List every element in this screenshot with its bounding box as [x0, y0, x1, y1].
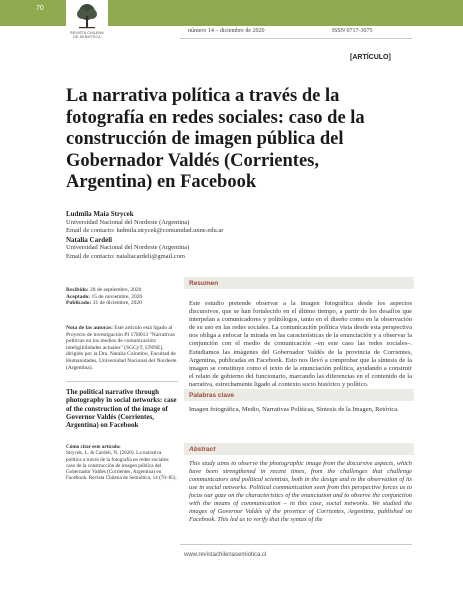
- date-accepted: Aceptado: 15 de noviembre, 2020: [66, 293, 143, 300]
- article-dates: [66, 287, 176, 307]
- author-block: [66, 210, 366, 261]
- page-number: 70: [36, 5, 44, 12]
- english-abstract-label: Abstract: [189, 446, 216, 453]
- issue-info: número 14 – diciembre de 2020: [188, 28, 265, 34]
- tree-logo-icon: [76, 3, 98, 29]
- date-published: Publicado: 31 de diciembre, 2020: [66, 300, 142, 306]
- author-name: Natalia Cardeli: [66, 235, 113, 244]
- section-tag: [ARTÍCULO]: [350, 54, 391, 61]
- author-email[interactable]: Email de contacto: nataliacardeli@gmail.com: [66, 252, 185, 260]
- authors-note: [66, 325, 178, 371]
- issn: ISSN 0717-3075: [332, 28, 373, 34]
- english-title: The political narrative through photography in social networks: case of the construction of the image of Governor Valdés (Corrientes, Argentina) on Facebook: [66, 388, 177, 430]
- citation-label: Cómo citar este artículo:: [66, 444, 121, 450]
- author-name: Ludmila Maia Strycek: [66, 210, 134, 218]
- header-divider: [180, 38, 412, 39]
- keywords-label: Palabras clave: [189, 392, 235, 399]
- footer-divider: [180, 544, 412, 545]
- authors-note-label: Nota de las autoras:: [66, 325, 113, 331]
- english-abstract-text: This study aims to observe the photographic image from the discursive aspects, which have been strengthened in recent times, from the challenges that challenge communicators and political scientists, both in the design and in the observation of its use in social networks. Political communication seen from this perspective forces us to focus our gaze on the characteristics of the enunciation and to observe the conjunction with the means of communication – in this case, social networks. We studied the images of Governor Valdés of the province of Corrientes, Argentina, published on Facebook. This led us to verify that the syntax of the: [189, 460, 412, 523]
- author-email[interactable]: Email de contacto: ludmila.strycek@comunidad.unne.edu.ar: [66, 227, 224, 234]
- citation: [66, 444, 178, 482]
- date-received: Recibido: 28 de septiembre, 2020: [66, 287, 142, 293]
- authors-note-text: Este artículo está ligado al Proyecto de investigación PI 17H013 "Narrativas políticas en los medios de comunicación: inteligibilidades actuales" (SGCyT, UNNE), dirigido por la Dra. Natalia Colombo, Facultad de Humanidades, Universidad Nacional del Nordeste (Argentina).: [66, 325, 177, 371]
- keywords-text: Imagen fotográfica, Medio, Narrativas Políticas, Síntesis de la Imagen, Retórica.: [189, 406, 399, 413]
- citation-text: Strycek, L. & Cardeli, N. (2020). La narrativa política a través de la fotografía en redes sociales: caso de la construcción de imagen pública del Gobernador Valdés (Corrientes, Argentina) en Facebook. Revista Chilena de Semiótica, 14 (70–85).: [66, 450, 177, 482]
- logo-text: REVISTA CHILENA DE SEMIÓTICA: [70, 31, 104, 39]
- abstract-text: Este estudio pretende observar a la imagen fotográfica desde los aspectos discursivos, que se han fortalecido en el último tiempo, a partir de los desafíos que interpelan a comunicadores y politólogos, tanto en el diseño como en la observación de su uso en las redes sociales. La comunicación política vista desde esta perspectiva nos obliga a enfocar la mirada en las características de la enunciación y a observar la conjunción con el medio de comunicación –en este caso las redes sociales–. Estudiamos las imágenes del Gobernador Valdés de la provincia de Corrientes, Argentina, publicadas en Facebook. Esto nos llevó a comprobar que la síntesis de la imagen se constituye como el texto de la enunciación política, ayudando a construir el relato de gobierno del funcionario, marcando las diferencias en el contenido de la narrativa, estrechamente ligado al contexto socio histórico y político.: [189, 300, 412, 388]
- footer-url[interactable]: www.revistachilenasemiotica.cl: [184, 552, 267, 558]
- abstract-label: Resumen: [189, 280, 219, 287]
- sidebar-divider: [66, 381, 178, 382]
- abstract-band: [184, 277, 414, 289]
- article-title: La narrativa política a través de la fotografía en redes sociales: caso de la construcción de imagen pública del Gobernador Valdés (Corrientes, Argentina) en Facebook: [66, 86, 365, 192]
- english-abstract-band: [184, 443, 414, 455]
- author-affiliation: Universidad Nacional del Nordeste (Argentina): [66, 218, 190, 226]
- author-affiliation: Universidad Nacional del Nordeste (Argentina): [66, 244, 190, 251]
